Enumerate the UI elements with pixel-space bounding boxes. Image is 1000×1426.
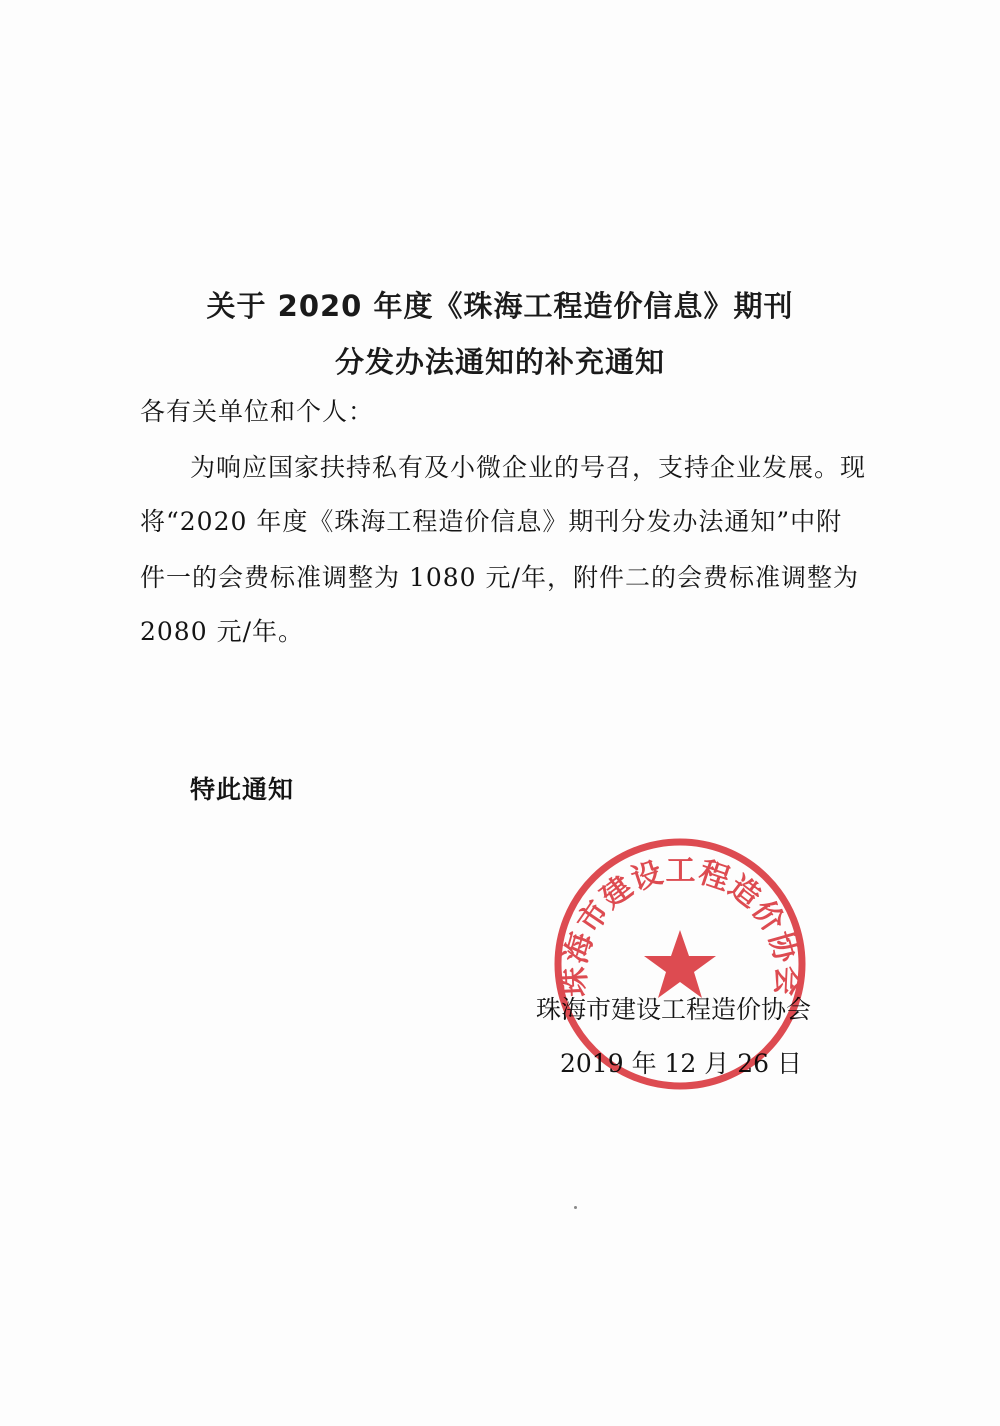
document-title-line-1: 关于 2020 年度《珠海工程造价信息》期刊	[206, 289, 794, 323]
closing-remark: 特此通知	[190, 775, 295, 804]
scan-speck	[574, 1206, 577, 1209]
body-paragraph-line-1: 为响应国家扶持私有及小微企业的号召，支持企业发展。现	[190, 453, 867, 482]
body-paragraph-line-4: 2080 元/年。	[140, 617, 304, 646]
signature-date: 2019 年 12 月 26 日	[560, 1049, 802, 1078]
document-title-line-2: 分发办法通知的补充通知	[334, 345, 665, 379]
salutation: 各有关单位和个人：	[140, 397, 375, 426]
body-paragraph-line-3: 件一的会费标准调整为 1080 元/年，附件二的会费标准调整为	[140, 563, 859, 592]
star-icon	[644, 930, 716, 998]
signature-organization: 珠海市建设工程造价协会	[536, 995, 812, 1024]
official-seal	[548, 832, 812, 1096]
seal-text: 珠海市建设工程造价协会	[557, 853, 805, 998]
body-paragraph-line-2: 将“2020 年度《珠海工程造价信息》期刊分发办法通知”中附	[140, 507, 843, 536]
